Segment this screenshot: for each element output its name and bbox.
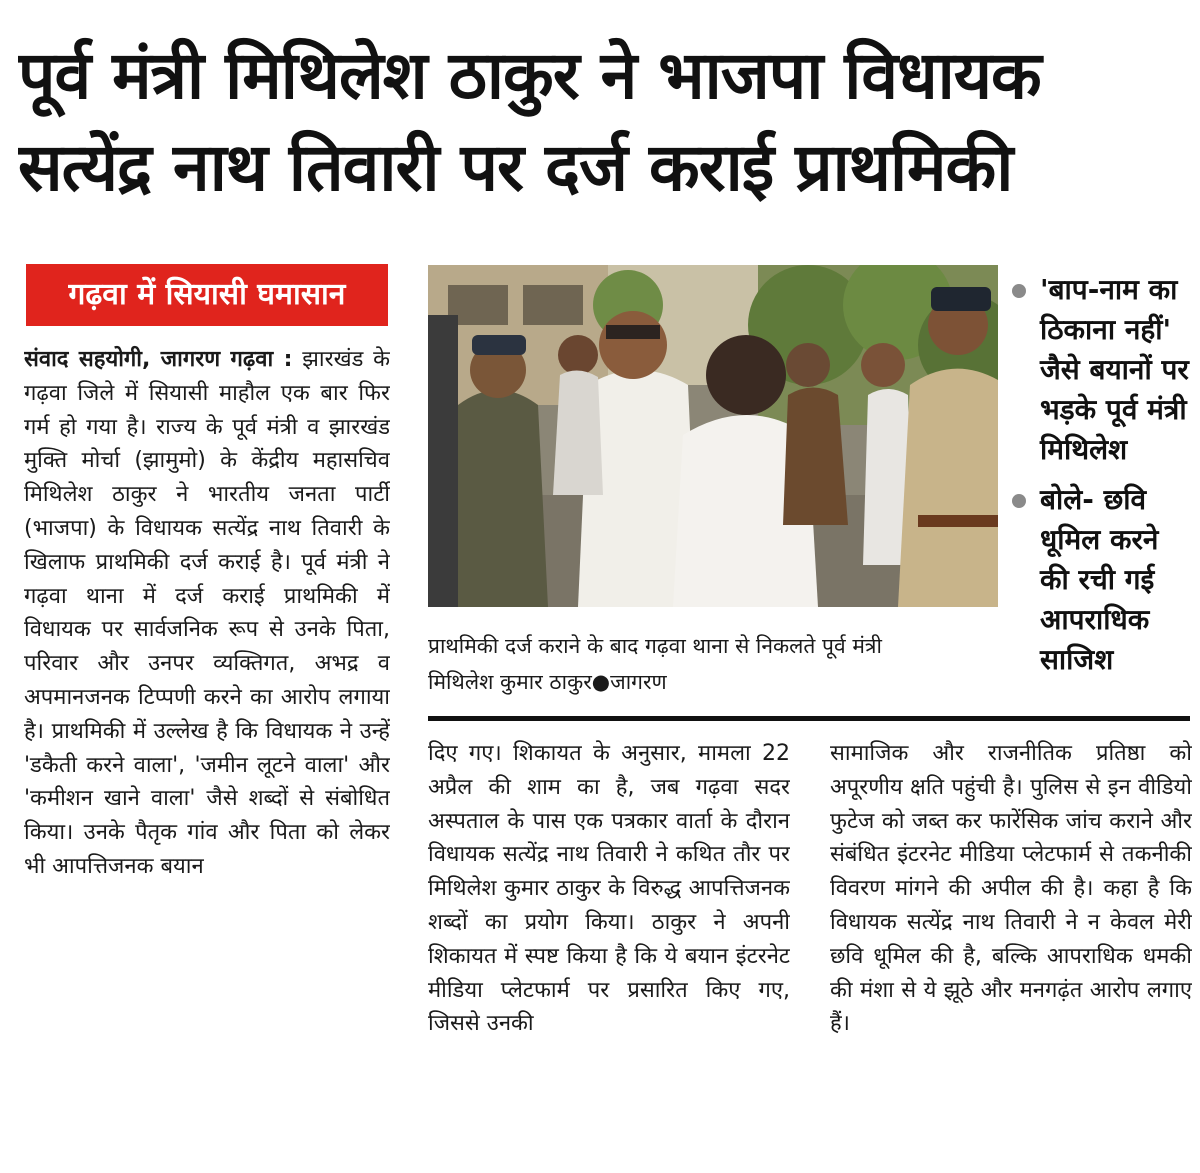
section-kicker: गढ़वा में सियासी घमासान bbox=[26, 264, 388, 326]
article-text-1: झारखंड के गढ़वा जिले में सियासी माहौल एक बार फिर गर्म हो गया है। राज्य के पूर्व मंत्री व झारखंड मुक्ति मोर्चा (झामुमो) के केंद्रीय महासचिव मिथिलेश ठाकुर ने भारतीय जनता पार्टी (भाजपा) के विधायक सत्येंद्र नाथ तिवारी के खिलाफ प्राथमिकी दर्ज कराई है। पूर्व मंत्री ने गढ़वा थाना में दर्ज कराई प्राथमिकी में विधायक पर सार्वजनिक रूप से उनके पिता, परिवार और उनपर व्यक्तिगत, अभद्र व अपमानजनक टिप्पणी करने का आरोप लगाया है। प्राथमिकी में उल्लेख है कि विधायक ने उन्हें 'डकैती करने वाला', 'जमीन लूटने वाला' और 'कमीशन खाने वाला' जैसे शब्दों से संबोधित किया। उनके पैतृक गांव और पिता को लेकर भी आपत्तिजनक बयान bbox=[24, 347, 390, 879]
highlight-text: बोले- छवि धूमिल करने की रची गई आपराधिक साजिश bbox=[1040, 483, 1159, 676]
article-column-2 bbox=[428, 737, 790, 1157]
article-text-2: दिए गए। शिकायत के अनुसार, मामला 22 अप्रैल की शाम का है, जब गढ़वा सदर अस्पताल के पास एक पत्रकार वार्ता के दौरान विधायक सत्येंद्र नाथ तिवारी ने कथित तौर पर मिथिलेश कुमार ठाकुर के विरुद्ध आपत्तिजनक शब्दों का प्रयोग किया। ठाकुर ने अपनी शिकायत में स्पष्ट किया है कि ये बयान इंटरनेट मीडिया प्लेटफार्म पर प्रसारित किए गए, जिससे उनकी bbox=[428, 741, 790, 1037]
section-divider bbox=[428, 716, 1190, 721]
highlight-text: 'बाप-नाम का ठिकाना नहीं' जैसे बयानों पर भड़के पूर्व मंत्री मिथिलेश bbox=[1040, 273, 1189, 466]
bullet-icon bbox=[1012, 284, 1026, 298]
headline bbox=[18, 30, 1188, 214]
highlight-item bbox=[1008, 480, 1193, 680]
news-photo-image bbox=[428, 265, 998, 607]
photo-caption bbox=[428, 628, 988, 700]
article-column-1 bbox=[24, 343, 390, 1155]
headline-line-1: पूर्व मंत्री मिथिलेश ठाकुर ने भाजपा विधायक bbox=[18, 37, 1041, 114]
highlight-item bbox=[1008, 270, 1193, 470]
article-column-3 bbox=[830, 737, 1192, 1157]
bullet-icon bbox=[1012, 494, 1026, 508]
news-photo bbox=[428, 265, 998, 607]
headline-line-2: सत्येंद्र नाथ तिवारी पर दर्ज कराई प्राथमिकी bbox=[18, 129, 1013, 206]
highlights-box bbox=[1008, 270, 1193, 690]
dateline: संवाद सहयोगी, जागरण गढ़वा : bbox=[24, 347, 293, 372]
article-text-3: सामाजिक और राजनीतिक प्रतिष्ठा को अपूरणीय क्षति पहुंची है। पुलिस से इन वीडियो फुटेज को जब्त कर फारेंसिक जांच कराने और संबंधित इंटरनेट मीडिया प्लेटफार्म से तकनीकी विवरण मांगने की अपील की है। कहा है कि विधायक सत्येंद्र नाथ तिवारी ने न केवल मेरी छवि धूमिल की है, बल्कि आपराधिक धमकी की मंशा से ये झूठे और मनगढ़ंत आरोप लगाए हैं। bbox=[830, 741, 1192, 1037]
photo-caption-line-1: प्राथमिकी दर्ज कराने के बाद गढ़वा थाना से निकलते पूर्व मंत्री bbox=[428, 634, 882, 658]
photo-caption-line-2: मिथिलेश कुमार ठाकुर●जागरण bbox=[428, 670, 667, 694]
